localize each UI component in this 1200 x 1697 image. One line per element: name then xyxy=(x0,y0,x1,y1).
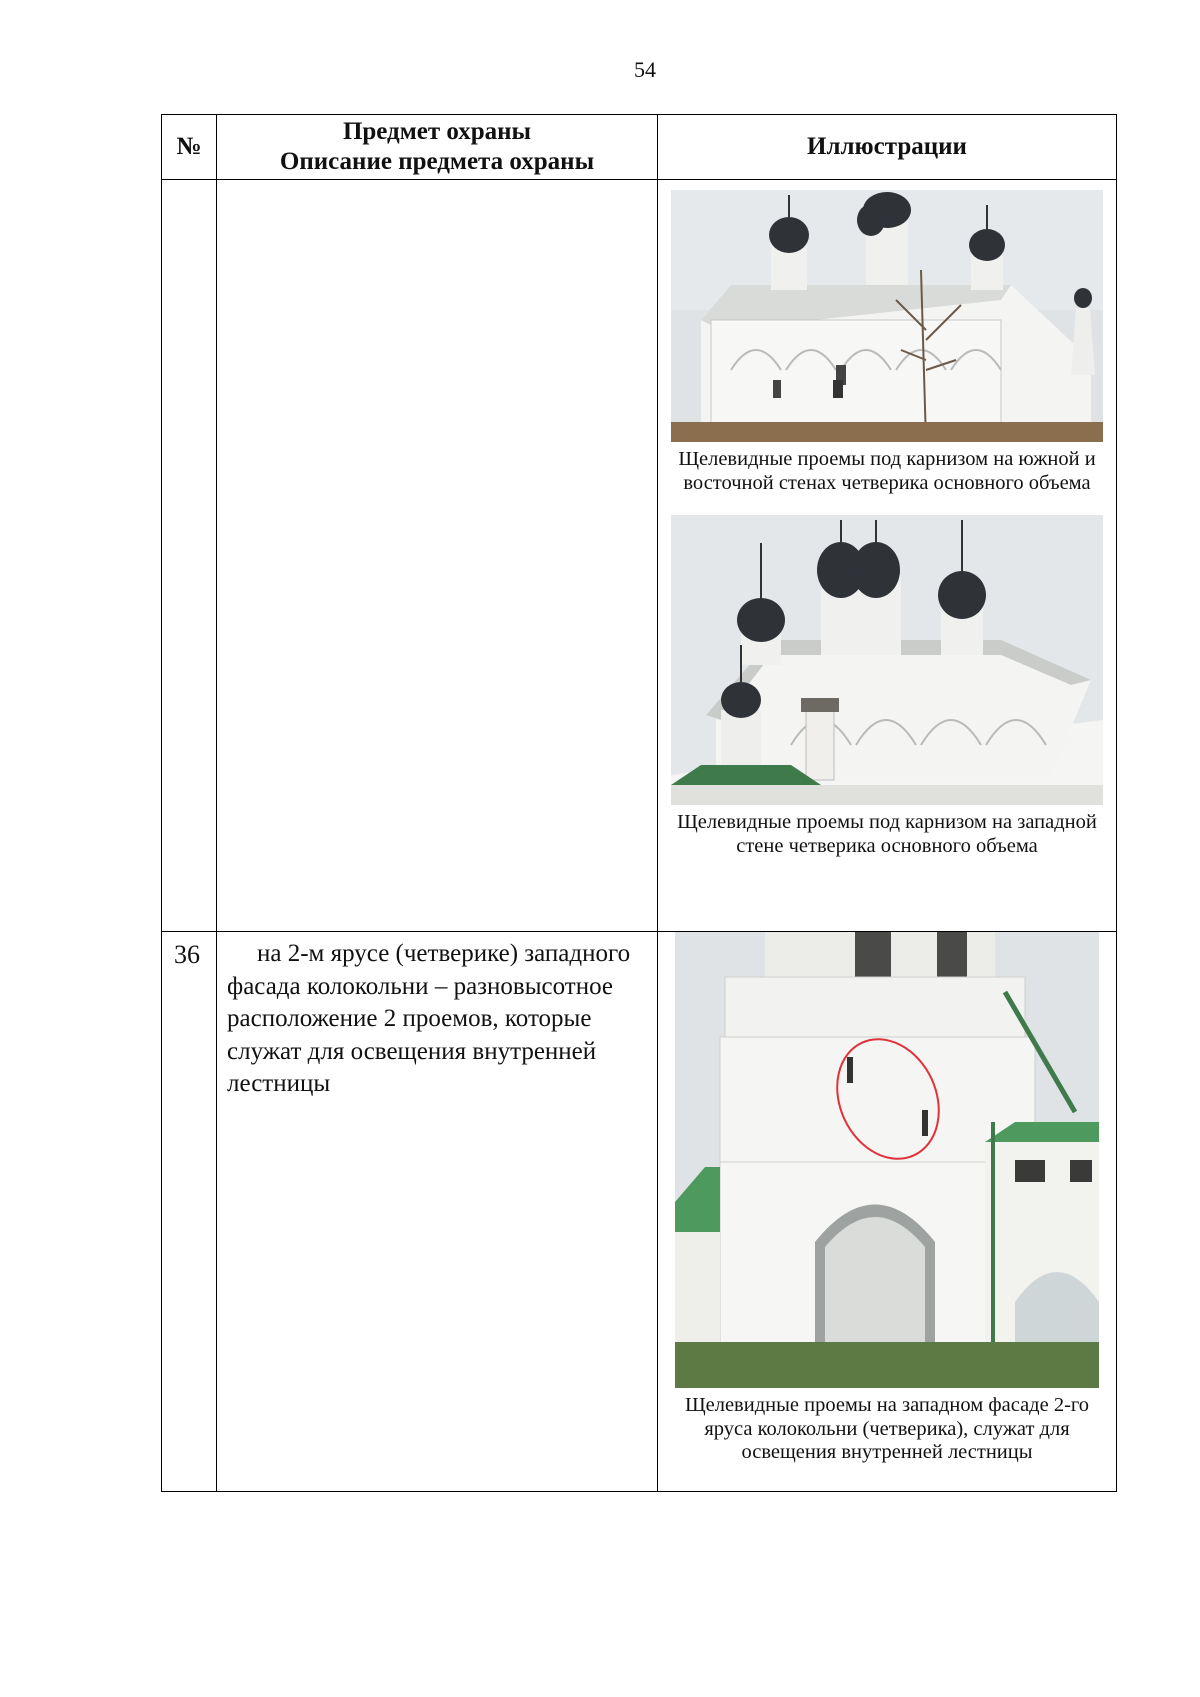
row-description-text: на 2-м ярусе (четверике) западного фасада колокольни – разновысотное расположение 2 проемов, которые служат для освещения внутренней лестницы xyxy=(227,940,631,1097)
figure-caption: Щелевидные проемы под карнизом на южной и восточной стенах четверика основного объема xyxy=(678,448,1096,494)
table-row xyxy=(162,932,1117,1492)
row-illustrations-cell xyxy=(658,932,1117,1492)
header-description-line2: Описание предмета охраны xyxy=(279,148,595,175)
header-illustrations: Иллюстрации xyxy=(658,115,1117,180)
table-header-row xyxy=(162,115,1117,180)
church-south-east-photo xyxy=(671,190,1103,442)
row-description-cell xyxy=(217,932,658,1492)
figure-caption: Щелевидные проемы под карнизом на западной стене четверика основного объема xyxy=(677,811,1097,857)
figure-caption: Щелевидные проемы на западном фасаде 2-го яруса колокольни (четверика), служат для освещения внутренней лестницы xyxy=(684,1394,1090,1463)
row-number-cell: 36 xyxy=(162,932,217,1492)
row-illustrations-cell xyxy=(658,180,1117,932)
header-description-line1: Предмет охраны xyxy=(342,118,532,145)
table-row xyxy=(162,180,1117,932)
header-number: № xyxy=(162,115,217,180)
header-description xyxy=(217,115,658,180)
church-west-photo xyxy=(671,515,1103,805)
protection-table xyxy=(161,114,1117,1492)
page-number: 54 xyxy=(634,57,656,82)
row-number-cell xyxy=(162,180,217,932)
row-description-cell xyxy=(217,180,658,932)
bell-tower-west-photo xyxy=(675,932,1099,1388)
